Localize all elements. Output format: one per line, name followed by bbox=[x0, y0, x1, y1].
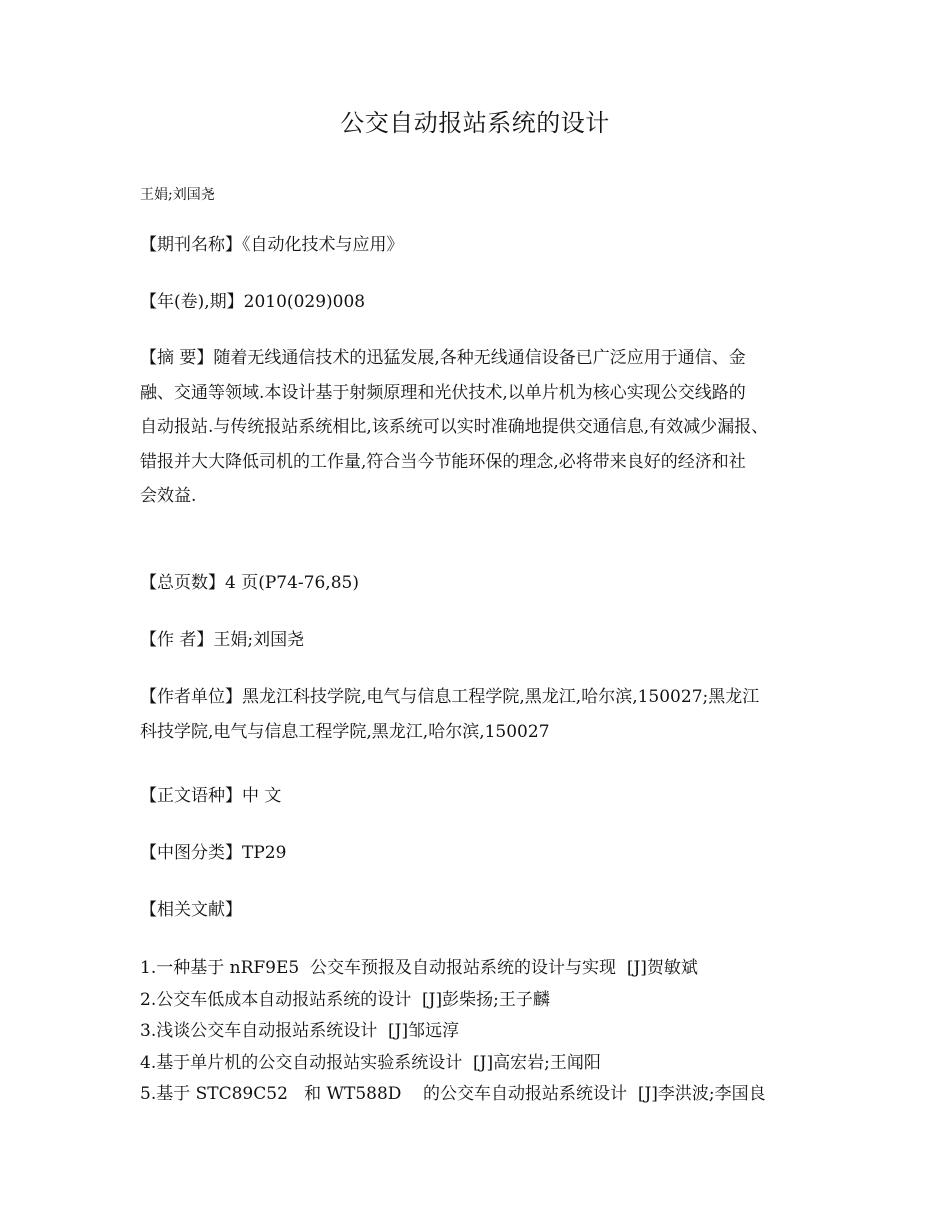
journal-name: 【期刊名称】《自动化技术与应用》 bbox=[140, 235, 404, 255]
author-field: 【作 者】王娟;刘国尧 bbox=[140, 630, 305, 650]
abstract-line: 错报并大大降低司机的工作量,符合当今节能环保的理念,必将带来良好的经济和社 bbox=[140, 451, 746, 472]
reference-item: 2.公交车低成本自动报站系统的设计 [J]彭柴扬;王子麟 bbox=[140, 989, 550, 1010]
abstract-line: 融、交通等领域.本设计基于射频原理和光伏技术,以单片机为核心实现公交线路的 bbox=[140, 382, 746, 403]
reference-item: 1.一种基于 nRF9E5 公交车预报及自动报站系统的设计与实现 [J]贺敏斌 bbox=[140, 958, 698, 978]
total-pages: 【总页数】4 页(P74-76,85) bbox=[140, 573, 359, 593]
affiliation-line: 【作者单位】黑龙江科技学院,电气与信息工程学院,黑龙江,哈尔滨,150027;黑龙江 bbox=[140, 687, 760, 707]
reference-list bbox=[140, 953, 840, 1111]
abstract-line: 【摘 要】随着无线通信技术的迅猛发展,各种无线通信设备已广泛应用于通信、金 bbox=[140, 348, 746, 368]
affiliation-line: 科技学院,电气与信息工程学院,黑龙江,哈尔滨,150027 bbox=[140, 721, 550, 742]
reference-item: 5.基于 STC89C52 和 WT588D 的公交车自动报站系统设计 [J]李洪波;李国良 bbox=[140, 1084, 766, 1104]
abstract-line: 自动报站.与传统报站系统相比,该系统可以实时准确地提供交通信息,有效减少漏报、 bbox=[140, 417, 769, 437]
abstract bbox=[140, 341, 820, 514]
author-names: 王娟;刘国尧 bbox=[140, 187, 215, 203]
reference-item: 4.基于单片机的公交自动报站实验系统设计 [J]高宏岩;王闻阳 bbox=[140, 1052, 601, 1073]
text-language: 【正文语种】中 文 bbox=[140, 786, 282, 806]
abstract-line: 会效益. bbox=[140, 486, 197, 506]
author-affiliation bbox=[140, 680, 820, 749]
classification: 【中图分类】TP29 bbox=[140, 843, 287, 863]
year-volume-issue: 【年(卷),期】2010(029)008 bbox=[140, 292, 366, 312]
document-title: 公交自动报站系统的设计 bbox=[340, 109, 610, 137]
related-literature-heading: 【相关文献】 bbox=[140, 900, 242, 920]
reference-item: 3.浅谈公交车自动报站系统设计 [J]邹远淳 bbox=[140, 1021, 460, 1041]
